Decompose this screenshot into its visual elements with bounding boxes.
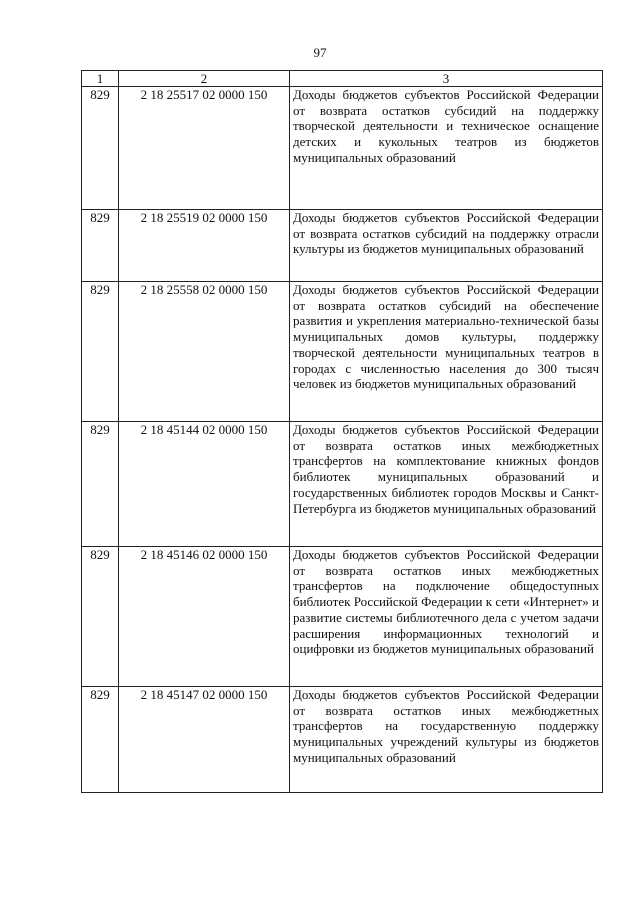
- revenue-code-cell: 2 18 45146 02 0000 150: [119, 547, 290, 687]
- description-cell: Доходы бюджетов субъектов Российской Федерации от возврата остатков иных межбюджетных трансфертов на подключение общедоступных библиотек Российской Федерации к сети «Интернет» и развитие системы библиотечного дела с учетом задачи расширения информационных технологий и оцифровки из бюджетов муниципальных образований: [290, 547, 603, 687]
- revenue-code-cell: 2 18 45144 02 0000 150: [119, 422, 290, 547]
- admin-code-cell: 829: [82, 87, 119, 210]
- revenue-code-cell: 2 18 25517 02 0000 150: [119, 87, 290, 210]
- description-cell: Доходы бюджетов субъектов Российской Федерации от возврата остатков субсидий на поддержку творческой деятельности и техническое оснащение детских и кукольных театров из бюджетов муниципальных образований: [290, 87, 603, 210]
- admin-code-cell: 829: [82, 422, 119, 547]
- admin-code-cell: 829: [82, 210, 119, 282]
- description-cell: Доходы бюджетов субъектов Российской Федерации от возврата остатков иных межбюджетных трансфертов на государственную поддержку муниципальных учреждений культуры из бюджетов муниципальных образований: [290, 687, 603, 793]
- column-header-2: 2: [119, 71, 290, 87]
- revenue-code-cell: 2 18 25558 02 0000 150: [119, 282, 290, 422]
- description-cell: Доходы бюджетов субъектов Российской Федерации от возврата остатков субсидий на поддержку отрасли культуры из бюджетов муниципальных образований: [290, 210, 603, 282]
- description-cell: Доходы бюджетов субъектов Российской Федерации от возврата остатков субсидий на обеспечение развития и укрепления материально-технической базы муниципальных домов культуры, поддержку творческой деятельности муниципальных театров в городах с численностью населения до 300 тысяч человек из бюджетов муниципальных образований: [290, 282, 603, 422]
- admin-code-cell: 829: [82, 687, 119, 793]
- column-header-3: 3: [290, 71, 603, 87]
- admin-code-cell: 829: [82, 282, 119, 422]
- table-row: [82, 687, 603, 793]
- description-cell: Доходы бюджетов субъектов Российской Федерации от возврата остатков иных межбюджетных трансфертов на комплектование книжных фондов библиотек муниципальных образований и государственных библиотек городов Москвы и Санкт-Петербурга из бюджетов муниципальных образований: [290, 422, 603, 547]
- column-header-1: 1: [82, 71, 119, 87]
- page-number: 97: [313, 45, 327, 60]
- table-row: [82, 282, 603, 422]
- table-row: [82, 547, 603, 687]
- table-header-row: [82, 71, 603, 87]
- table-row: [82, 87, 603, 210]
- table-row: [82, 210, 603, 282]
- revenue-code-cell: 2 18 25519 02 0000 150: [119, 210, 290, 282]
- budget-revenue-table: [81, 70, 603, 793]
- table-row: [82, 422, 603, 547]
- revenue-code-cell: 2 18 45147 02 0000 150: [119, 687, 290, 793]
- admin-code-cell: 829: [82, 547, 119, 687]
